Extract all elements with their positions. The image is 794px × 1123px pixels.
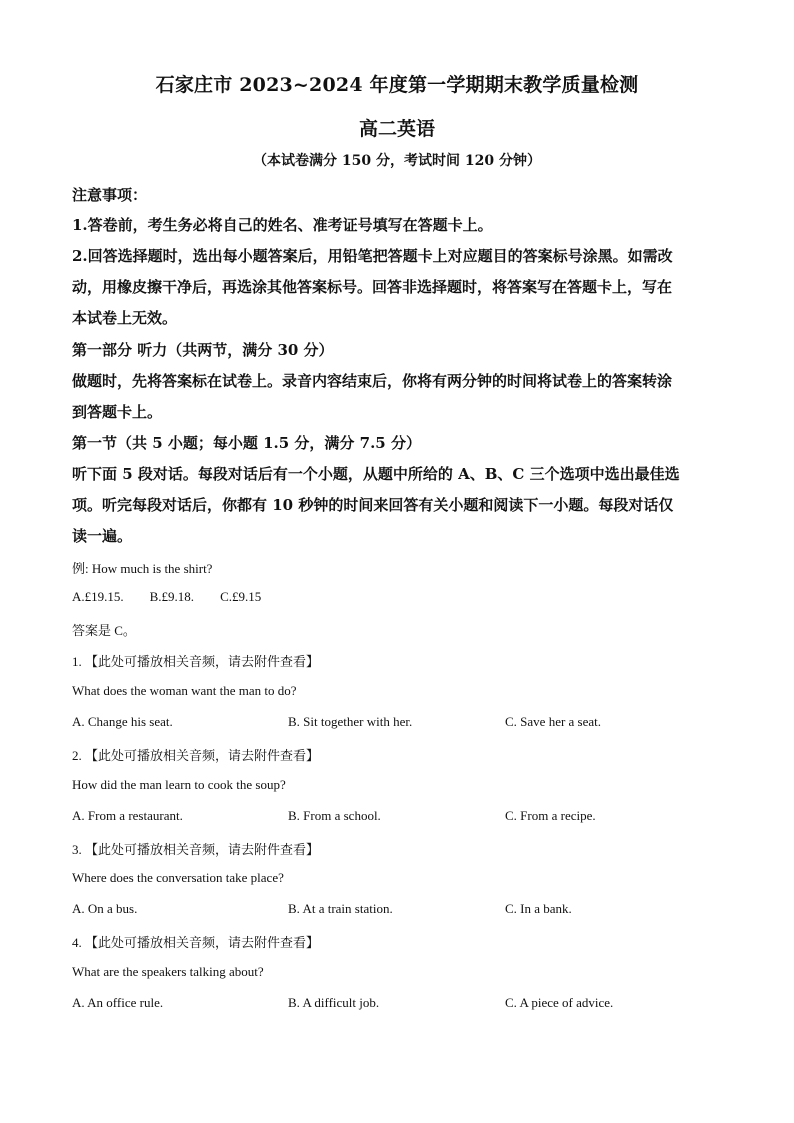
section1-heading: 第一节（共 5 小题；每小题 1.5 分，满分 7.5 分） (72, 434, 421, 452)
example-options (72, 589, 287, 605)
question-2-option-b: B. From a school. (288, 808, 381, 823)
question-4-option-c: C. A piece of advice. (505, 995, 614, 1010)
question-4-option-a: A. An office rule. (72, 995, 164, 1010)
part1-intro-line-1: 做题时，先将答案标在试卷上。录音内容结束后，你将有两分钟的时间将试卷上的答案转涂 (72, 372, 673, 390)
example-option-c: C.£9.15 (220, 589, 262, 604)
question-1-label: 1. 【此处可播放相关音频，请去附件查看】 (72, 654, 320, 669)
note-2-line-2: 动，用橡皮擦干净后，再选涂其他答案标号。回答非选择题时，将答案写在答题卡上，写在 (72, 278, 673, 296)
example-option-a: A.£19.15. (72, 589, 124, 604)
notes-heading: 注意事项： (72, 186, 148, 204)
question-3-label: 3. 【此处可播放相关音频，请去附件查看】 (72, 842, 320, 857)
exam-title: 石家庄市 2023~2024 年度第一学期期末教学质量检测 (155, 74, 639, 96)
example-answer: 答案是 C。 (72, 623, 136, 638)
section1-intro-line-1: 听下面 5 段对话。每段对话后有一个小题，从题中所给的 A、B、C 三个选项中选出最佳选 (72, 465, 680, 483)
question-2-option-a: A. From a restaurant. (72, 808, 183, 823)
note-1: 1.答卷前，考生务必将自己的姓名、准考证号填写在答题卡上。 (72, 216, 493, 234)
question-2-label: 2. 【此处可播放相关音频，请去附件查看】 (72, 748, 320, 763)
part1-heading: 第一部分 听力（共两节，满分 30 分） (72, 341, 334, 359)
section1-intro-line-3: 读一遍。 (72, 527, 133, 545)
question-1-option-c: C. Save her a seat. (505, 714, 602, 729)
note-2-line-1: 2.回答选择题时，选出每小题答案后，用铅笔把答题卡上对应题目的答案标号涂黑。如需改 (72, 247, 673, 265)
question-1-option-a: A. Change his seat. (72, 714, 173, 729)
question-3-text: Where does the conversation take place? (72, 870, 284, 885)
question-3-option-c: C. In a bank. (505, 901, 572, 916)
part1-intro-line-2: 到答题卡上。 (72, 403, 163, 421)
example-question: 例: How much is the shirt? (72, 561, 213, 576)
question-4-option-b: B. A difficult job. (288, 995, 380, 1010)
question-1-text: What does the woman want the man to do? (72, 683, 297, 698)
question-4-label: 4. 【此处可播放相关音频，请去附件查看】 (72, 935, 320, 950)
section1-intro-line-2: 项。听完每段对话后，你都有 10 秒钟的时间来回答有关小题和阅读下一小题。每段对话仅 (72, 496, 674, 514)
question-1-option-b: B. Sit together with her. (288, 714, 413, 729)
question-2-text: How did the man learn to cook the soup? (72, 777, 286, 792)
question-2-option-c: C. From a recipe. (505, 808, 596, 823)
example-option-b: B.£9.18. (149, 589, 195, 604)
note-2-line-3: 本试卷上无效。 (72, 309, 178, 327)
question-3-option-b: B. At a train station. (288, 901, 393, 916)
exam-info: （本试卷满分 150 分，考试时间 120 分钟） (253, 153, 541, 169)
question-3-option-a: A. On a bus. (72, 901, 138, 916)
subject-title: 高二英语 (358, 118, 435, 140)
question-4-text: What are the speakers talking about? (72, 964, 264, 979)
